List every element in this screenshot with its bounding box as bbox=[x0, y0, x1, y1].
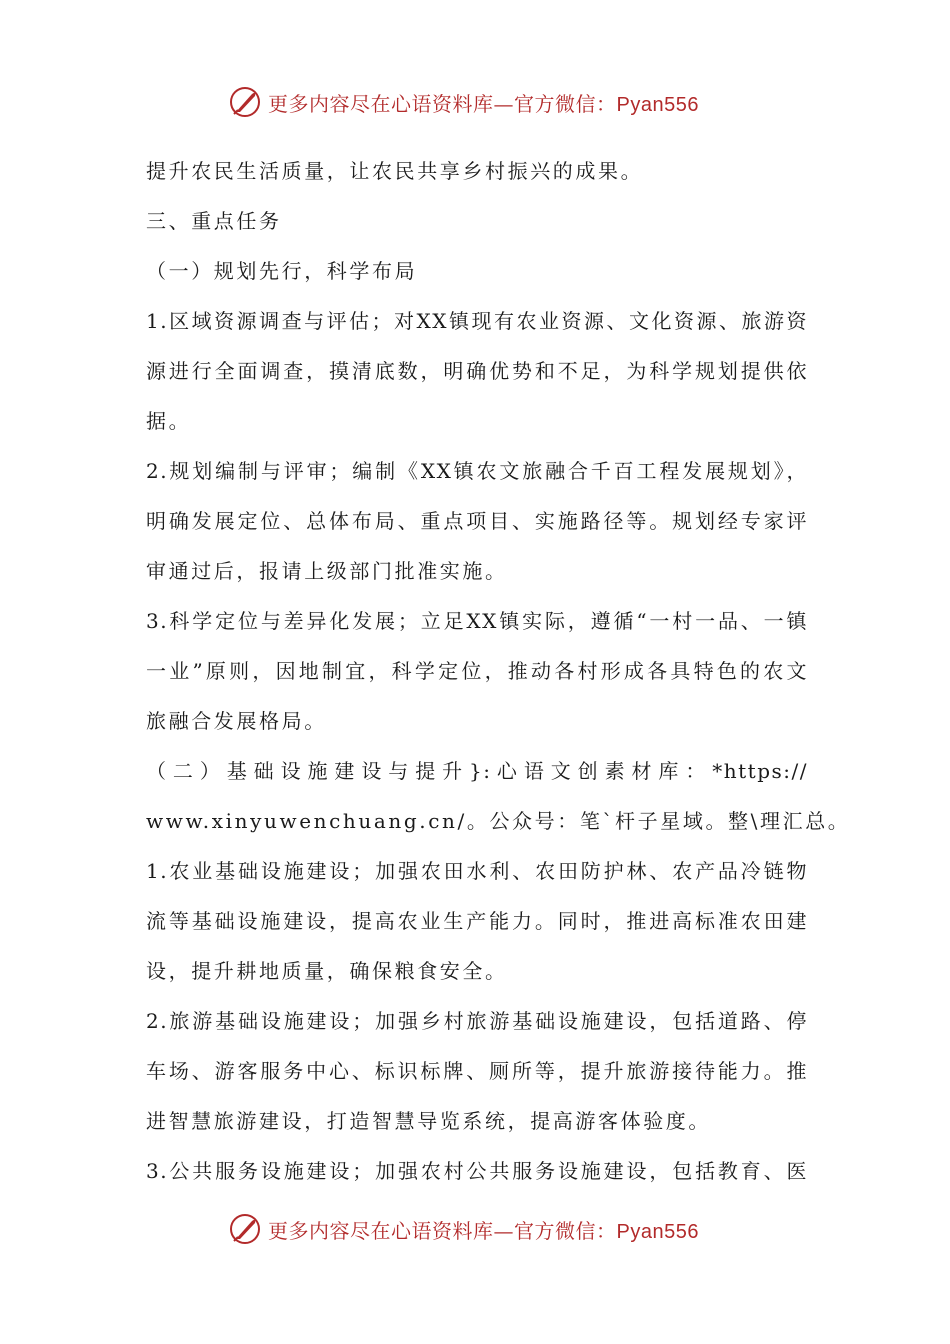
paragraph-line: 一业”原则，因地制宜，科学定位，推动各村形成各具特色的农文 bbox=[146, 659, 808, 683]
paragraph-line: 明确发展定位、总体布局、重点项目、实施路径等。规划经专家评 bbox=[146, 509, 808, 533]
paragraph-line: www.xinyuwenchuang.cn/。公众号：笔`杆子星域。整\理汇总。 bbox=[146, 809, 851, 833]
paragraph-line: 2.旅游基础设施建设；加强乡村旅游基础设施建设，包括道路、停 bbox=[146, 1009, 808, 1033]
paragraph-line: 1.区域资源调查与评估；对XX镇现有农业资源、文化资源、旅游资 bbox=[146, 309, 808, 333]
subsection-heading: （一）规划先行，科学布局 bbox=[146, 259, 418, 283]
paragraph-line: 进智慧旅游建设，打造智慧导览系统，提高游客体验度。 bbox=[146, 1109, 711, 1133]
paragraph-line: 设，提升耕地质量，确保粮食安全。 bbox=[146, 959, 508, 983]
document-body bbox=[146, 146, 851, 1196]
paragraph-line: 源进行全面调查，摸清底数，明确优势和不足，为科学规划提供依 bbox=[146, 359, 808, 383]
paragraph-line: 流等基础设施建设，提高农业生产能力。同时，推进高标准农田建 bbox=[146, 909, 808, 933]
paragraph-line: 车场、游客服务中心、标识标牌、厕所等，提升旅游接待能力。推 bbox=[146, 1059, 808, 1083]
paragraph-line: 2.规划编制与评审；编制《XX镇农文旅融合千百工程发展规划》， bbox=[146, 459, 808, 483]
paragraph-line: 据。 bbox=[146, 409, 192, 433]
quill-logo-icon bbox=[228, 1212, 262, 1246]
paragraph-line: 3.公共服务设施建设；加强农村公共服务设施建设，包括教育、医 bbox=[146, 1159, 808, 1183]
paragraph-line: 旅融合发展格局。 bbox=[146, 709, 327, 733]
quill-logo-icon bbox=[228, 85, 262, 119]
paragraph-line: 3.科学定位与差异化发展；立足XX镇实际，遵循“一村一品、一镇 bbox=[146, 609, 808, 633]
header-banner bbox=[228, 84, 748, 120]
section-heading: 三、重点任务 bbox=[146, 209, 282, 233]
banner-text: 更多内容尽在心语资料库—官方微信：Pyan556 bbox=[268, 1218, 699, 1243]
paragraph-line: 1.农业基础设施建设；加强农田水利、农田防护林、农产品冷链物 bbox=[146, 859, 808, 883]
paragraph-line: 审通过后，报请上级部门批准实施。 bbox=[146, 559, 508, 583]
banner-text: 更多内容尽在心语资料库—官方微信：Pyan556 bbox=[268, 91, 699, 116]
footer-banner bbox=[228, 1211, 748, 1247]
subsection-heading: （二）基础设施建设与提升}:心语文创素材库：*https:// bbox=[146, 759, 808, 783]
paragraph-line: 提升农民生活质量，让农民共享乡村振兴的成果。 bbox=[146, 159, 644, 183]
